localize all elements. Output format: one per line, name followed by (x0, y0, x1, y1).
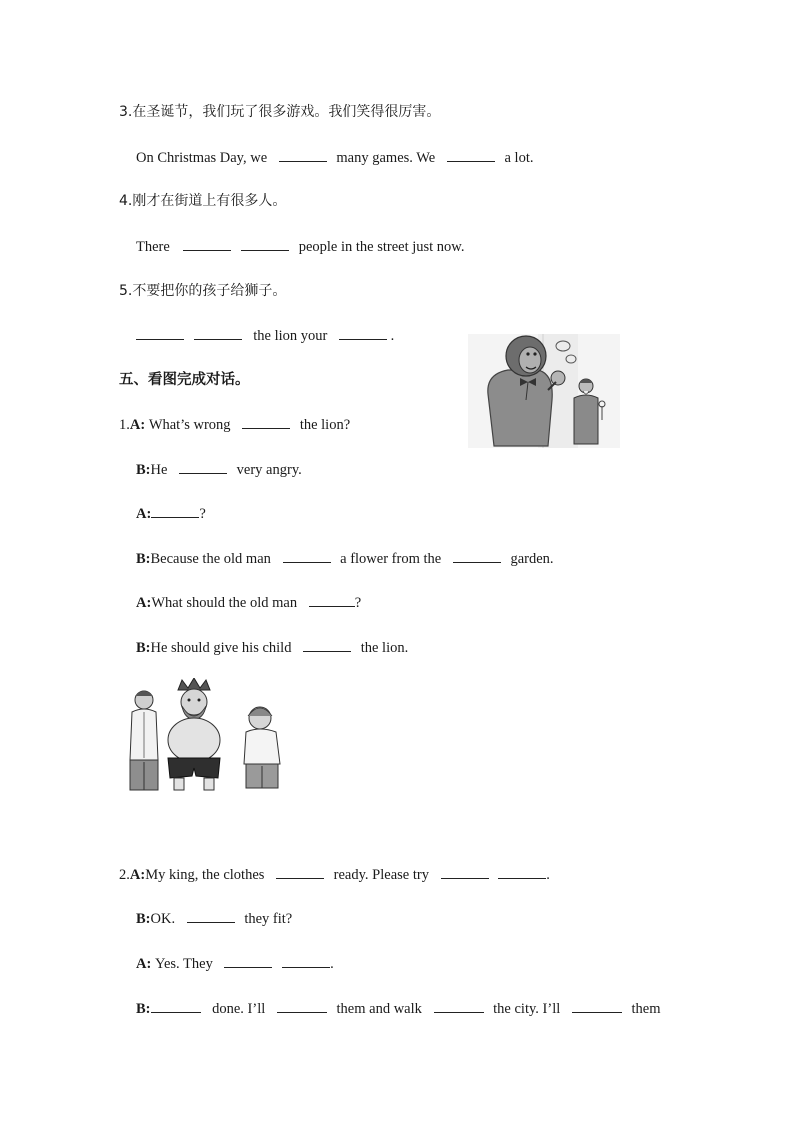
dialog1-l1-text-a: What’s wrong (148, 417, 231, 433)
dialog1-l4-text-a: Because the old man (150, 551, 271, 567)
dialog2-line3 (136, 953, 334, 974)
dialog2-l2-text-b: they fit? (244, 911, 293, 927)
q4-blank-1[interactable] (183, 236, 231, 251)
q5-blank-2[interactable] (194, 325, 242, 340)
q3-blank-1[interactable] (279, 147, 327, 162)
dialog2-l3-speaker: A: (136, 956, 152, 972)
dialog2-l3-text-b: . (330, 956, 334, 972)
q5-text-a: the lion your (253, 328, 328, 344)
dialog2-l4-blank-4[interactable] (572, 998, 622, 1013)
dialog1-l4-blank-2[interactable] (453, 548, 501, 563)
q4-chinese-prompt: 4.刚才在街道上有很多人。 (119, 193, 287, 209)
dialog1-l4-text-c: garden. (510, 551, 554, 567)
dialog2-l1-blank-1[interactable] (276, 864, 324, 879)
q3-english-sentence (136, 147, 534, 168)
king-and-tailors-illustration (126, 678, 288, 792)
dialog1-l4-blank-1[interactable] (283, 548, 331, 563)
q3-text-c: a lot. (504, 150, 534, 166)
q3-blank-2[interactable] (447, 147, 495, 162)
dialog2-l4-text-a: done. I’ll (212, 1001, 266, 1017)
dialog1-l3-blank[interactable] (151, 503, 199, 518)
dialog2-l4-blank-3[interactable] (434, 998, 484, 1013)
q4-english-sentence (136, 236, 464, 257)
dialog1-l6-text-b: the lion. (360, 640, 409, 656)
q5-text-b: . (390, 328, 395, 344)
dialog2-l3-text-a: Yes. They (154, 956, 213, 972)
dialog1-l6-speaker: B: (136, 640, 151, 656)
dialog2-l2-blank[interactable] (187, 908, 235, 923)
dialog2-l3-blank-2[interactable] (282, 953, 330, 968)
dialog1-l5-speaker: A: (136, 595, 152, 611)
q3-text-a: On Christmas Day, we (136, 150, 268, 166)
dialog2-line2 (136, 908, 292, 929)
dialog2-l2-text-a: OK. (150, 911, 176, 927)
lion-and-old-man-illustration (468, 334, 620, 448)
dialog1-line2 (136, 459, 302, 480)
q5-blank-3[interactable] (339, 325, 387, 340)
dialog1-l4-speaker: B: (136, 551, 151, 567)
q5-english-sentence (136, 325, 394, 346)
dialog1-l2-blank[interactable] (179, 459, 227, 474)
dialog2-l1-blank-3[interactable] (498, 864, 546, 879)
dialog1-line3 (136, 503, 206, 524)
dialog2-l4-blank-1[interactable] (151, 998, 201, 1013)
dialog2-line1 (119, 864, 550, 885)
dialog2-l1-blank-2[interactable] (441, 864, 489, 879)
dialog1-number: 1. (119, 417, 130, 433)
dialog2-l1-text-c: . (546, 867, 550, 883)
dialog1-l1-text-b: the lion? (299, 417, 351, 433)
dialog1-line5 (136, 592, 361, 613)
dialog1-line1 (119, 414, 350, 435)
section-five-heading: 五、看图完成对话。 (119, 372, 250, 388)
dialog1-l5-text-b: ? (354, 595, 362, 611)
dialog2-l1-text-a: My king, the clothes (145, 867, 265, 883)
dialog1-l1-blank[interactable] (242, 414, 290, 429)
q5-blank-1[interactable] (136, 325, 184, 340)
dialog2-l3-blank-1[interactable] (224, 953, 272, 968)
dialog2-line4 (136, 998, 661, 1019)
dialog1-l2-speaker: B: (136, 462, 151, 478)
q3-text-b: many games. We (336, 150, 436, 166)
dialog1-l3-speaker: A: (136, 506, 152, 522)
dialog1-l6-text-a: He should give his child (150, 640, 292, 656)
dialog1-l5-blank[interactable] (309, 592, 355, 607)
dialog2-l4-text-c: the city. I’ll (493, 1001, 561, 1017)
q4-text-a: There (136, 239, 170, 255)
dialog1-l2-text-a: He (150, 462, 168, 478)
q3-chinese-prompt: 3.在圣诞节，我们玩了很多游戏。我们笑得很厉害。 (119, 104, 441, 120)
dialog1-l2-text-b: very angry. (236, 462, 302, 478)
q5-chinese-prompt: 5.不要把你的孩子给狮子。 (119, 283, 287, 299)
dialog2-l4-speaker: B: (136, 1001, 151, 1017)
dialog1-l6-blank[interactable] (303, 637, 351, 652)
dialog1-l1-speaker: A: (129, 417, 146, 433)
q4-text-b: people in the street just now. (298, 239, 465, 255)
dialog2-l1-speaker: A: (129, 867, 146, 883)
dialog1-line4 (136, 548, 554, 569)
dialog2-l1-text-b: ready. Please try (333, 867, 429, 883)
q4-blank-2[interactable] (241, 236, 289, 251)
dialog2-number: 2. (119, 867, 130, 883)
dialog1-l5-text-a: What should the old man (151, 595, 298, 611)
dialog1-l4-text-b: a flower from the (340, 551, 442, 567)
dialog1-line6 (136, 637, 408, 658)
dialog1-l3-text-b: ? (199, 506, 206, 522)
dialog2-l2-speaker: B: (136, 911, 151, 927)
dialog2-l4-blank-2[interactable] (277, 998, 327, 1013)
dialog2-l4-text-d: them (631, 1001, 661, 1017)
dialog2-l4-text-b: them and walk (336, 1001, 422, 1017)
